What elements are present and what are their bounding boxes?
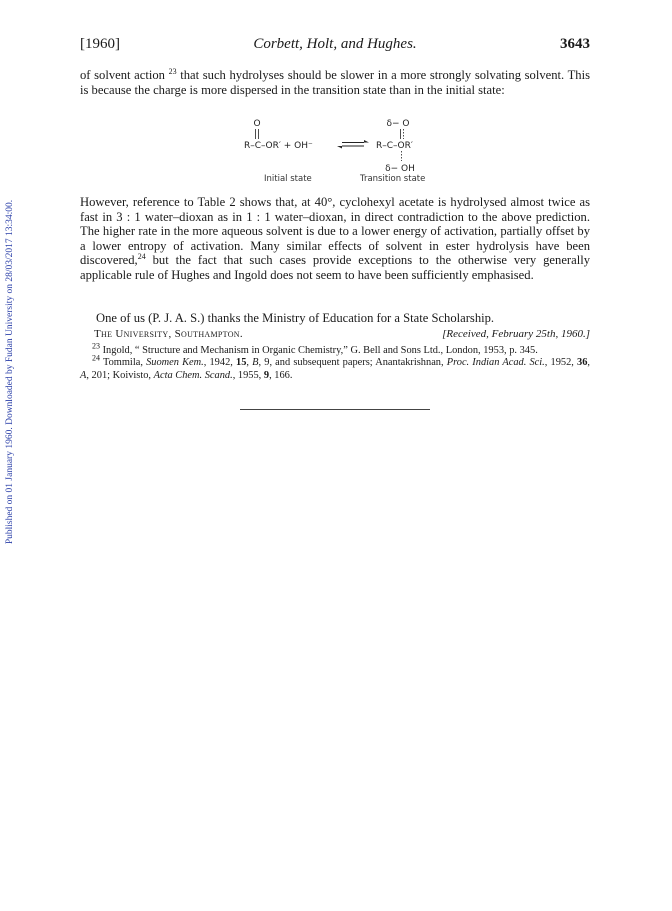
footnote-24-text: , 1942, bbox=[203, 357, 237, 369]
paragraph-solvent-action bbox=[80, 68, 590, 97]
series-b: B bbox=[252, 357, 259, 369]
initial-carbonyl-oxygen: O bbox=[253, 119, 261, 129]
label-initial-state: Initial state bbox=[264, 174, 312, 184]
transition-delta-hydroxide: δ− OH bbox=[385, 164, 415, 174]
university-name: The University, Southampton. bbox=[94, 328, 243, 340]
footnote-24-number: 24 bbox=[92, 353, 100, 363]
footnote-24-text: Tommila, bbox=[100, 357, 147, 369]
reference-24[interactable]: 24 bbox=[137, 252, 146, 262]
footnote-24-text: , 9, and subsequent papers; Anantakrishnan, bbox=[258, 357, 447, 369]
paragraph-table-2 bbox=[80, 195, 590, 283]
transition-state-formula: R–C–OR′ bbox=[376, 141, 413, 151]
header-authors: Corbett, Holt, and Hughes. bbox=[253, 36, 417, 52]
volume-36: 36 bbox=[577, 357, 588, 369]
journal-suomen-kem: Suomen Kem. bbox=[146, 357, 204, 369]
author-address bbox=[94, 328, 590, 342]
footnote-24-text: , bbox=[246, 357, 253, 369]
para2-text-b: but the fact that such cases provide exceptions to the otherwise very generally applicable rule of Hughes and Ingold does not seem to have been sufficiently emphasised. bbox=[80, 253, 590, 282]
footnote-23-number: 23 bbox=[92, 341, 100, 351]
footnotes bbox=[80, 341, 591, 382]
transition-delta-oxygen: δ− O bbox=[386, 119, 410, 129]
para2-text-a: However, reference to Table 2 shows that, at 40°, cyclohexyl acetate is hydrolysed almost twice as fast in 3 : 1 water–dioxan as in 1 : 1 water–dioxan, in direct contradiction to the above prediction. The higher rate in the more aqueous solvent is due to a lower energy of activation, partially offset by a lower entropy of activation. Many similar effects of solvent in ester hydrolysis have been discovered, bbox=[80, 195, 590, 268]
footnote-23 bbox=[80, 341, 590, 357]
footnote-24-text: , 1952, bbox=[544, 357, 578, 369]
footnote-24-text: , bbox=[587, 357, 591, 369]
footnote-24 bbox=[80, 353, 591, 382]
label-transition-state: Transition state bbox=[360, 174, 426, 184]
footnote-24-text: , 1955, bbox=[232, 369, 264, 381]
reverse-arrow-head bbox=[337, 146, 342, 149]
reaction-equation bbox=[236, 115, 466, 187]
para1-text-a: of solvent action bbox=[80, 68, 165, 82]
volume-15: 15 bbox=[236, 357, 247, 369]
running-header bbox=[80, 36, 590, 56]
journal-proc-indian-acad: Proc. Indian Acad. Sci. bbox=[446, 357, 545, 369]
footnote-24-text: , 201; Koivisto, bbox=[86, 369, 154, 381]
end-rule bbox=[240, 409, 430, 410]
acknowledgement: One of us (P. J. A. S.) thanks the Ministry of Education for a State Scholarship. bbox=[96, 311, 495, 325]
footnote-23-text: Ingold, “ Structure and Mechanism in Organic Chemistry,” G. Bell and Sons Ltd., London, 1953, p. 345. bbox=[100, 345, 538, 356]
series-a: A bbox=[80, 369, 87, 381]
forward-arrow-head bbox=[364, 140, 369, 143]
header-year: [1960] bbox=[80, 36, 120, 52]
volume-9: 9 bbox=[263, 369, 270, 381]
footnote-24-text: , 166. bbox=[269, 369, 293, 381]
received-date: [Received, February 25th, 1960.] bbox=[442, 328, 590, 340]
download-watermark bbox=[0, 0, 20, 911]
initial-state-formula: R–C–OR′ + OH⁻ bbox=[244, 141, 313, 151]
download-note-text: Published on 01 January 1960. Downloaded by Fudan University on 28/03/2017 13:34:00. bbox=[5, 199, 15, 545]
reference-23[interactable]: 23 bbox=[168, 66, 177, 76]
journal-acta-chem-scand: Acta Chem. Scand. bbox=[153, 369, 233, 381]
para1-text-b: that such hydrolyses should be slower in a more strongly solvating solvent. This is because the charge is more dispersed in the transition state than in the initial state: bbox=[80, 68, 590, 97]
header-page-number: 3643 bbox=[560, 36, 590, 52]
